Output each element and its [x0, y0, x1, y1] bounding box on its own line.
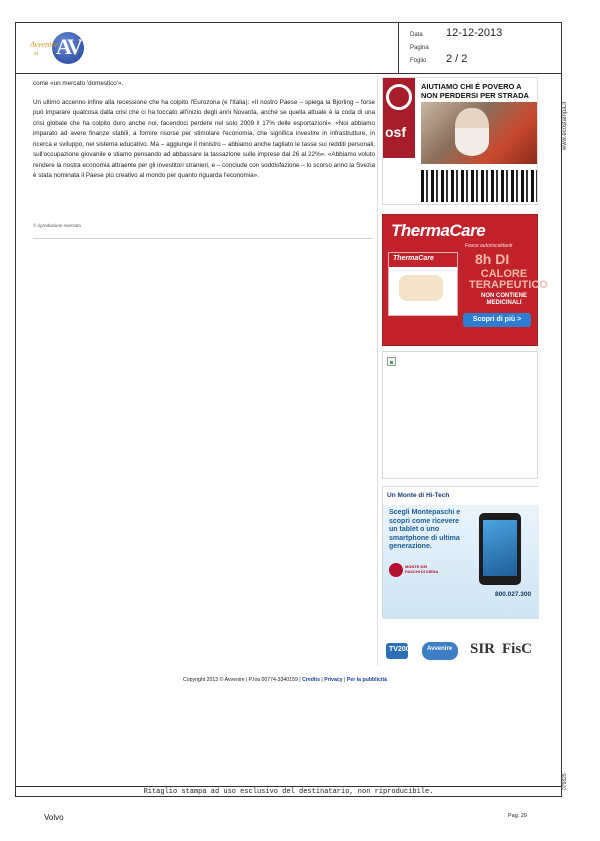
logo-letters: AV — [56, 34, 81, 59]
thermacare-cta-button[interactable]: Scopri di più > — [463, 313, 531, 327]
ad-montepaschi[interactable] — [382, 486, 538, 618]
thermacare-product-box — [388, 252, 458, 316]
ad-osf[interactable] — [382, 77, 538, 205]
rights-notice: © riproduzione riservata — [33, 223, 81, 228]
tv2000-text: TV2000 — [389, 646, 414, 653]
osf-photo-beard — [455, 128, 489, 156]
column-divider — [377, 76, 378, 666]
client-brand: Volvo — [44, 813, 64, 822]
footer-notice: Ritaglio stampa ad uso esclusivo del destinatario, non riproducibile. — [143, 788, 434, 796]
mps-title: Scegli Montepaschi e scopri come ricevere un tablet o uno smartphone di ultima generazione. — [389, 509, 461, 550]
ad-blank-slot — [382, 351, 538, 479]
privacy-link[interactable]: Privacy — [324, 677, 343, 683]
sir-logo[interactable]: SIR — [470, 641, 496, 657]
sheet-value: 2 / 2 — [446, 53, 468, 65]
date-label: Data — [410, 32, 423, 38]
thermacare-no-drugs: NON CONTIENE MEDICINALI — [480, 293, 527, 306]
page-label: Pagina — [410, 45, 429, 51]
article-divider — [33, 238, 373, 239]
mps-phone-number: 800.027.300 — [495, 591, 532, 598]
footer-notice-bar — [15, 786, 562, 797]
article-paragraph: come «un mercato 'domestico'». — [33, 80, 124, 87]
side-url: www.ecostampa.it — [562, 101, 568, 150]
logo-word: Avvenire — [30, 40, 58, 49]
osf-photo — [421, 102, 537, 164]
header-divider — [398, 22, 399, 74]
article-paragraph: Un ultimo accenno infine alla recessione che ha colpito l'Eurozona (e l'Italia): «Il nostro Paese – spiega la Bjorling – forse può imparare qualcosa dalla crisi che ci ha toccato all'inizio degli anni Novanta, anche se quella attuale è la coda di una crisi globale che ha colpito duro anche noi, facendoci perdere nel solo 2009 il 17% delle esportazioni». «Noi abbiamo imparato ad avere finanze stabili, a fornire risorse per stimolare l'economia, che significa investire in infrastrutture, in ricerca e sviluppo, nel sistema educativo. Ma – aggiunge il ministro – abbiamo anche tagliato le tasse sui redditi personali, sull'occupazione giovanile e stiamo pensando ad abbassare la tassazione sulle imprese dal 26 al 22%». «Abbiamo voluto rendere la nostra economia attraente per gli investitori stranieri, e – conclude con soddisfazione – lo scorso anno la Svezia è stata nominata il Paese più creativo al mondo per quanto riguarda l'economia». — [33, 98, 375, 179]
date-value: 12-12-2013 — [446, 27, 503, 39]
side-code: 079825 — [562, 773, 568, 790]
thermacare-logo: ThermaCare — [391, 221, 486, 240]
tv2000-logo[interactable] — [386, 641, 414, 661]
logo-tagline: si — [34, 51, 39, 57]
thermacare-subtitle: Fasce autoriscaldanti — [465, 243, 513, 249]
ad-thermacare[interactable] — [382, 214, 548, 346]
avvenire-badge-text: Avvenire — [427, 646, 453, 652]
thermacare-box-label: ThermaCare — [393, 255, 434, 262]
smartphone-screen — [483, 520, 517, 576]
page-number: Pag. 29 — [508, 813, 527, 819]
mps-header-text: Un Monte di Hi-Tech — [387, 492, 450, 499]
mps-bank-mark-icon — [389, 563, 403, 577]
avvenire-logo — [30, 32, 84, 68]
thermacare-pad-icon — [399, 275, 443, 301]
partner-logos — [382, 639, 538, 663]
osf-logo: osf — [385, 124, 406, 140]
mps-header — [383, 487, 539, 505]
osf-title: AIUTIAMO CHI È POVERO A NON PERDERSI PER STRADA — [421, 82, 529, 100]
thermacare-hours: 8h DI — [475, 251, 510, 267]
mps-bank-logo — [389, 561, 441, 581]
credits-link[interactable]: Credits — [302, 677, 320, 683]
avvenire-partner-logo[interactable] — [422, 641, 462, 661]
copyright-line: Copyright 2013 © Avvenire | P.Iva 00774-3340159 | Credits | Privacy | Per la pubblicità — [183, 677, 387, 683]
osf-scan-noise — [421, 170, 537, 202]
mps-bank-name: MONTE DEI PASCHI DI SIENA — [405, 564, 439, 574]
copyright-text: Copyright 2013 © Avvenire | P.Iva 00774-3340159 | — [183, 677, 301, 683]
sheet-label: Foglio — [410, 58, 427, 64]
broken-image-icon — [387, 357, 396, 366]
fisc-logo[interactable]: FisC — [502, 641, 532, 657]
article-body — [33, 79, 375, 190]
advertising-link[interactable]: Per la pubblicità — [346, 677, 387, 683]
osf-rings-icon — [386, 84, 412, 110]
thermacare-calore: CALORE TERAPEUTICO — [469, 268, 548, 291]
